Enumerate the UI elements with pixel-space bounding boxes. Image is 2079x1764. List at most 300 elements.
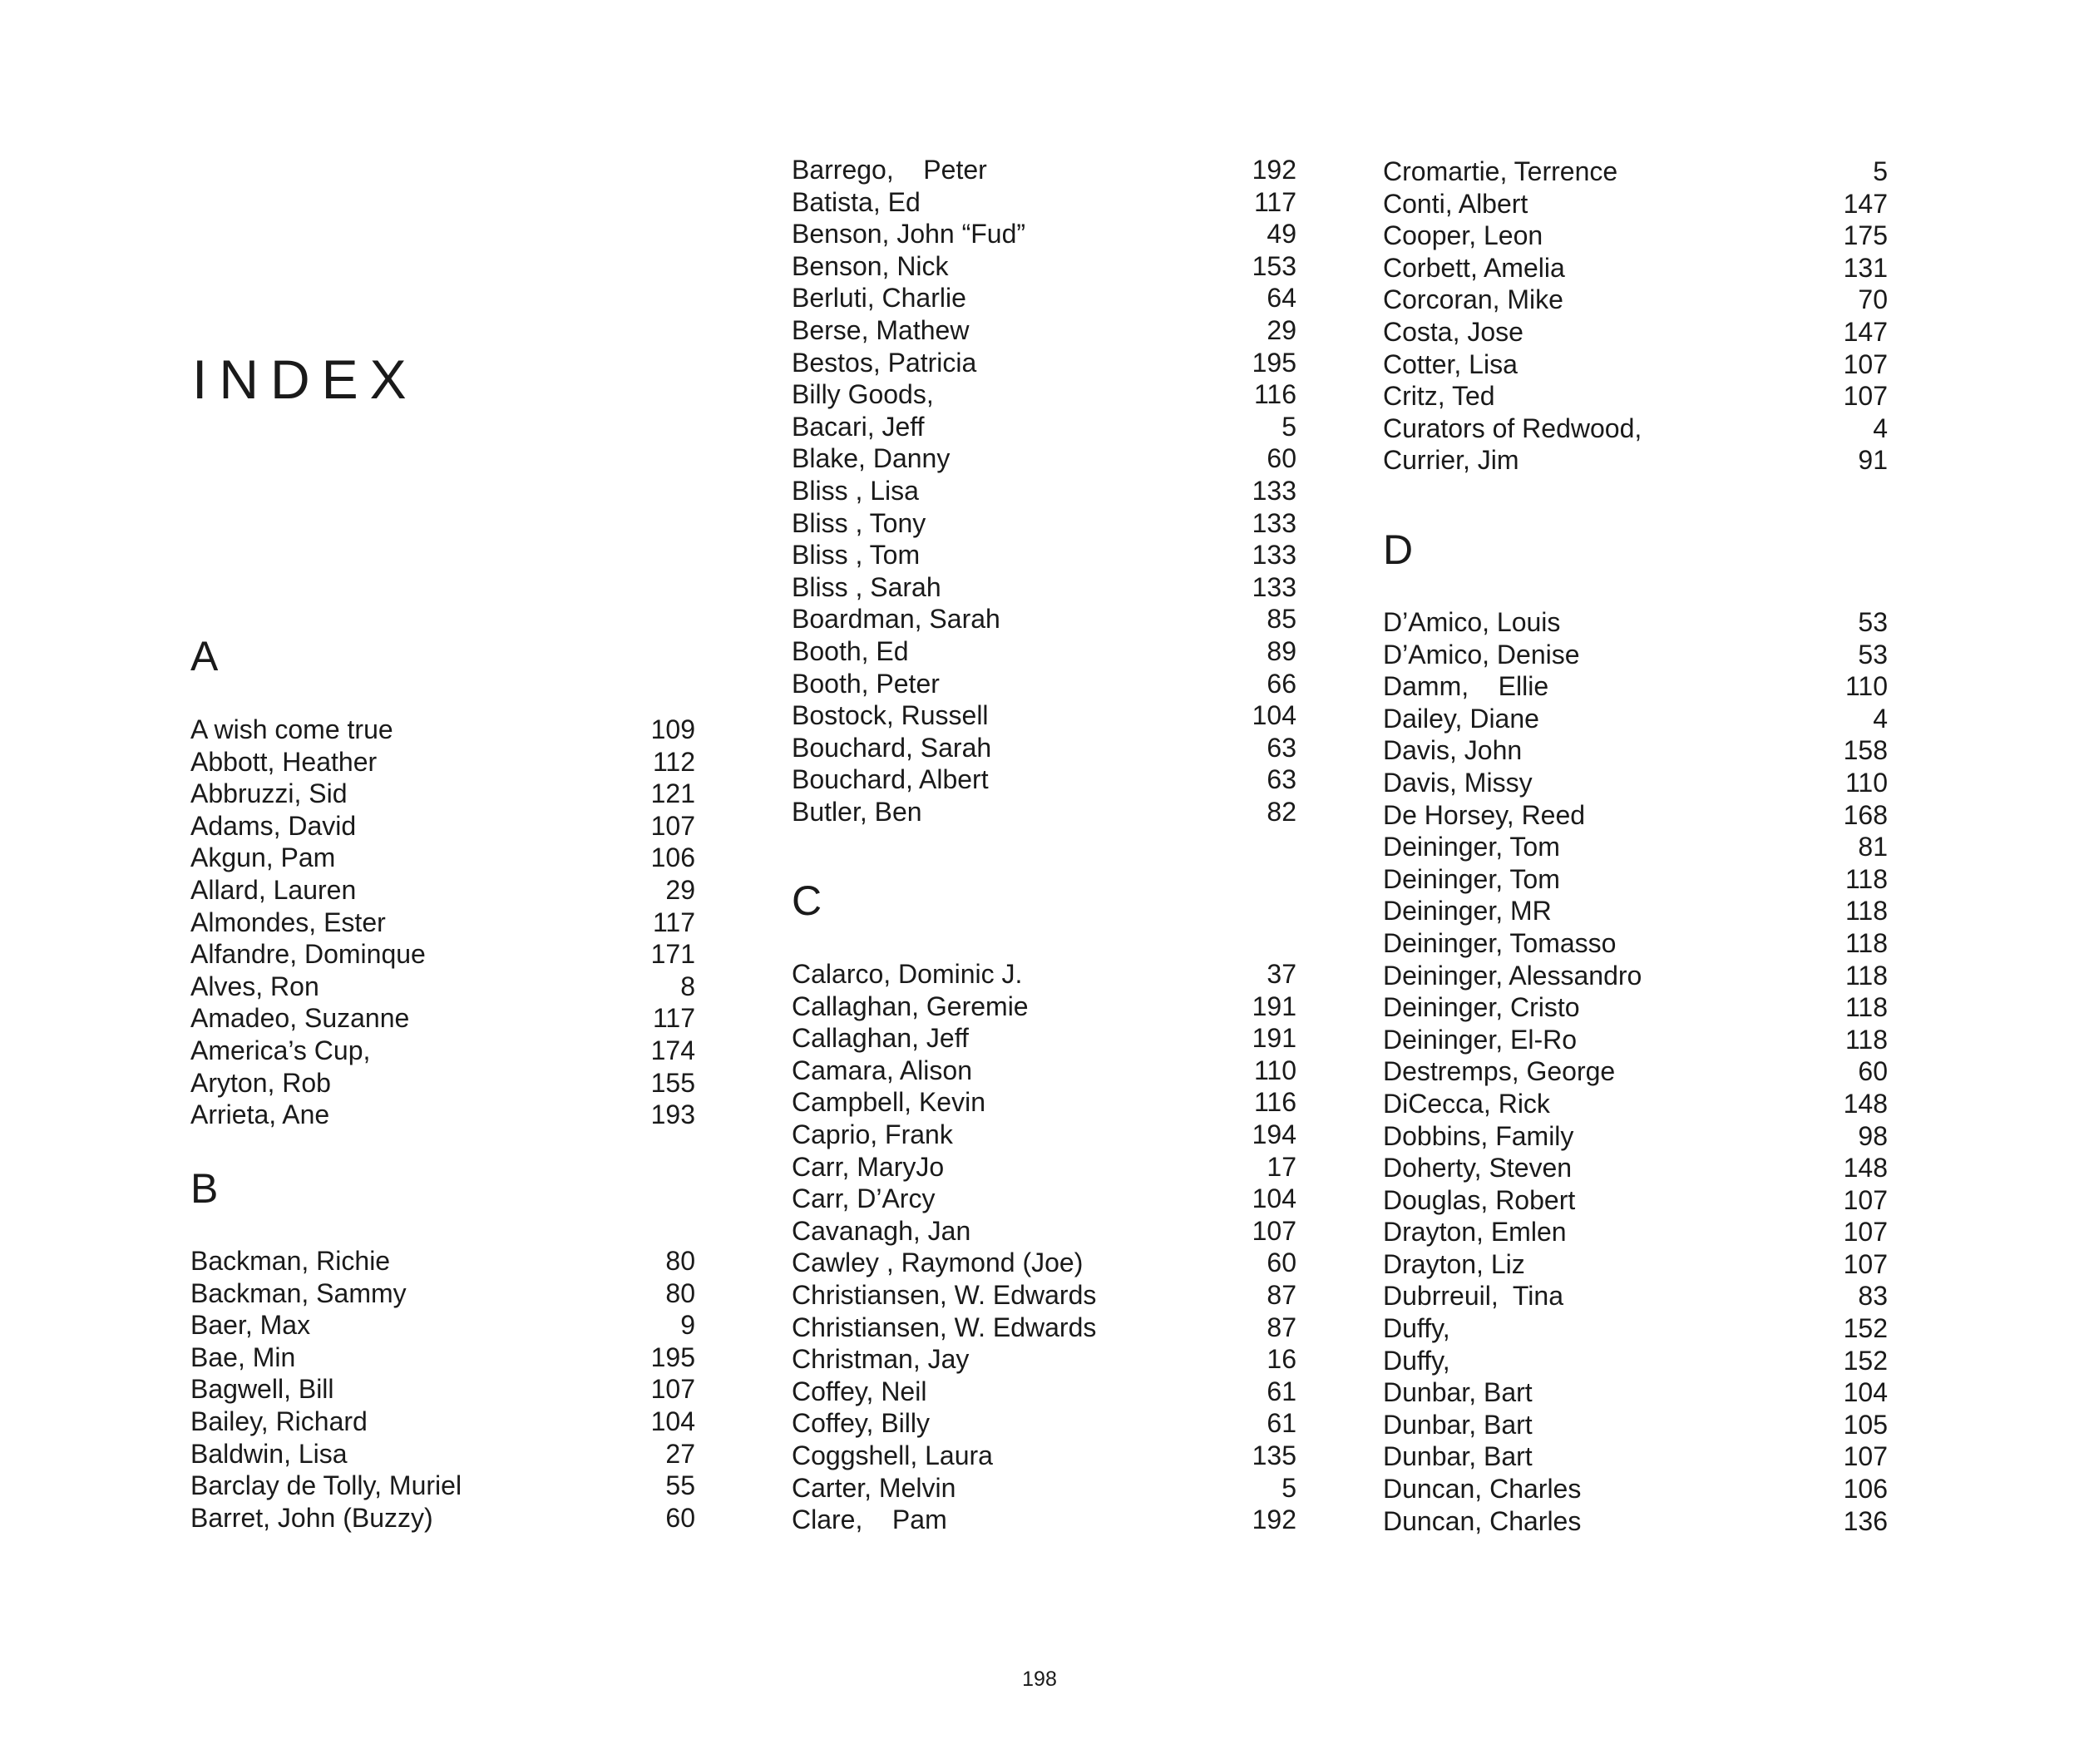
entry-page-number: 63 (1267, 764, 1296, 795)
entry-name: Berse, Mathew (792, 314, 970, 345)
index-entry (190, 1002, 695, 1035)
entry-name: Coffey, Neil (792, 1376, 927, 1406)
index-entry (190, 714, 695, 746)
index-entry (1383, 1440, 1888, 1473)
entry-name: Callaghan, Jeff (792, 1023, 969, 1054)
entry-name: Deininger, Tom (1383, 832, 1560, 862)
entry-page-number: 8 (680, 971, 695, 1001)
entry-page-number: 194 (1252, 1119, 1296, 1149)
index-entry (1383, 1184, 1888, 1217)
index-entry (792, 1183, 1296, 1215)
entry-page-number: 112 (652, 746, 695, 777)
entry-name: Barrego, Peter (792, 155, 987, 185)
entry-name: Dobbins, Family (1383, 1120, 1574, 1151)
index-entry (792, 378, 1296, 411)
entry-page-number: 16 (1267, 1344, 1296, 1375)
index-entry (190, 1099, 695, 1131)
entry-name: Drayton, Liz (1383, 1248, 1525, 1279)
entry-page-number: 109 (650, 714, 695, 744)
entry-name: Duffy, (1383, 1345, 1450, 1376)
entry-name: Deininger, El-Ro (1383, 1024, 1577, 1055)
index-entry (190, 842, 695, 874)
index-entry (190, 1035, 695, 1067)
entry-page-number: 106 (650, 842, 695, 873)
entry-page-number: 49 (1267, 219, 1296, 250)
entry-page-number: 61 (1267, 1376, 1296, 1406)
entry-name: Barret, John (Buzzy) (190, 1502, 433, 1533)
entry-name: Destremps, George (1383, 1056, 1616, 1087)
entry-page-number: 106 (1843, 1474, 1888, 1505)
entry-page-number: 104 (650, 1406, 695, 1436)
entry-page-number: 116 (1253, 379, 1296, 410)
index-entry (190, 874, 695, 907)
entry-name: Bestos, Patricia (792, 347, 977, 378)
index-entry (190, 1245, 695, 1277)
entry-page-number: 107 (1252, 1215, 1296, 1246)
index-entry (1383, 1505, 1888, 1538)
entry-name: D’Amico, Denise (1383, 639, 1580, 670)
index-entry (792, 732, 1296, 764)
entry-page-number: 5 (1281, 1472, 1296, 1503)
index-entry (190, 746, 695, 778)
entry-page-number: 9 (680, 1310, 695, 1341)
entry-page-number: 107 (1843, 1441, 1888, 1472)
index-entry (792, 1440, 1296, 1472)
index-entry (1383, 252, 1888, 284)
entry-page-number: 158 (1843, 735, 1888, 766)
index-entry (792, 1247, 1296, 1279)
entry-name: Coggshell, Laura (792, 1440, 993, 1470)
index-entry (1383, 156, 1888, 188)
entry-name: Backman, Richie (190, 1246, 391, 1276)
entry-page-number: 152 (1843, 1345, 1888, 1376)
index-entry (792, 571, 1296, 604)
entry-name: Alves, Ron (190, 971, 319, 1001)
entry-name: A wish come true (190, 714, 393, 744)
entry-name: Camara, Alison (792, 1055, 972, 1085)
entry-name: Doherty, Steven (1383, 1153, 1573, 1183)
index-entry (1383, 1088, 1888, 1120)
entry-name: Cooper, Leon (1383, 220, 1543, 251)
section-letter-b: B (190, 1165, 219, 1212)
entry-page-number: 66 (1267, 668, 1296, 699)
entry-name: Dunbar, Bart (1383, 1441, 1533, 1472)
entry-page-number: 60 (1267, 443, 1296, 474)
entry-list-c (792, 958, 1296, 1536)
entry-page-number: 192 (1252, 1505, 1296, 1535)
entry-name: DiCecca, Rick (1383, 1088, 1550, 1119)
entry-list-a (190, 714, 695, 1131)
entry-page-number: 195 (1252, 347, 1296, 378)
entry-name: Carr, MaryJo (792, 1151, 945, 1182)
entry-name: Damm, Ellie (1383, 671, 1549, 702)
entry-page-number: 174 (650, 1035, 695, 1065)
index-entry (1383, 703, 1888, 735)
entry-name: America’s Cup, (190, 1035, 371, 1065)
index-entry (1383, 1248, 1888, 1281)
entry-page-number: 118 (1844, 927, 1888, 958)
index-entry (190, 1067, 695, 1099)
entry-name: Benson, John “Fud” (792, 219, 1026, 250)
entry-page-number: 136 (1843, 1505, 1888, 1536)
index-title: INDEX (192, 348, 418, 410)
entry-page-number: 107 (1843, 1217, 1888, 1248)
entry-page-number: 148 (1843, 1088, 1888, 1119)
index-entry (1383, 1055, 1888, 1088)
index-entry (1383, 1152, 1888, 1184)
entry-name: Deininger, MR (1383, 896, 1552, 926)
entry-name: De Horsey, Reed (1383, 799, 1586, 830)
index-entry (792, 1119, 1296, 1151)
entry-name: Arrieta, Ane (190, 1099, 330, 1130)
index-entry (1383, 639, 1888, 671)
entry-name: Davis, Missy (1383, 767, 1533, 798)
index-entry (792, 699, 1296, 732)
entry-page-number: 5 (1281, 411, 1296, 442)
section-letter-d: D (1383, 526, 1414, 573)
entry-page-number: 27 (665, 1438, 695, 1469)
entry-name: Clare, Pam (792, 1505, 947, 1535)
index-entry (792, 796, 1296, 828)
entry-name: Carter, Melvin (792, 1472, 956, 1503)
index-entry (1383, 1312, 1888, 1345)
entry-page-number: 118 (1844, 863, 1888, 894)
entry-page-number: 121 (650, 778, 695, 809)
entry-name: Duncan, Charles (1383, 1474, 1582, 1505)
entry-name: Costa, Jose (1383, 316, 1523, 347)
index-entry (792, 1312, 1296, 1344)
entry-name: Deininger, Tom (1383, 863, 1560, 894)
entry-name: Deininger, Alessandro (1383, 960, 1642, 991)
entry-page-number: 192 (1252, 155, 1296, 185)
entry-page-number: 87 (1267, 1279, 1296, 1310)
entry-page-number: 60 (1267, 1248, 1296, 1278)
index-entry (1383, 1120, 1888, 1153)
index-entry (1383, 606, 1888, 639)
entry-name: Christiansen, W. Edwards (792, 1312, 1097, 1342)
entry-name: Dailey, Diane (1383, 703, 1539, 734)
entry-name: Duffy, (1383, 1313, 1450, 1344)
index-entry (792, 1022, 1296, 1055)
entry-name: Dunbar, Bart (1383, 1377, 1533, 1408)
entry-name: Currier, Jim (1383, 445, 1519, 476)
index-entry (792, 635, 1296, 668)
index-entry (1383, 863, 1888, 896)
index-entry (792, 958, 1296, 991)
entry-name: Corbett, Amelia (1383, 252, 1565, 283)
index-entry (190, 1277, 695, 1310)
entry-page-number: 118 (1844, 1024, 1888, 1055)
entry-page-number: 17 (1267, 1151, 1296, 1182)
index-entry (1383, 1216, 1888, 1248)
entry-page-number: 107 (1843, 1184, 1888, 1215)
index-entry (1383, 734, 1888, 767)
entry-name: Adams, David (190, 810, 357, 841)
index-entry (190, 1406, 695, 1438)
entry-name: Caprio, Frank (792, 1119, 953, 1149)
entry-page-number: 83 (1858, 1281, 1888, 1312)
entry-name: Aryton, Rob (190, 1067, 331, 1098)
entry-name: Berluti, Charlie (792, 283, 966, 314)
entry-name: Blake, Danny (792, 443, 951, 474)
entry-page-number: 61 (1267, 1408, 1296, 1439)
entry-page-number: 107 (650, 810, 695, 841)
index-entry (792, 411, 1296, 443)
entry-list-b-continued (792, 154, 1296, 828)
entry-page-number: 107 (1843, 348, 1888, 379)
entry-name: Boardman, Sarah (792, 604, 1000, 635)
entry-page-number: 5 (1873, 156, 1888, 186)
entry-page-number: 116 (1253, 1087, 1296, 1118)
entry-name: Almondes, Ester (190, 907, 386, 937)
entry-page-number: 152 (1843, 1313, 1888, 1344)
index-entry (792, 1343, 1296, 1376)
index-entry (190, 778, 695, 810)
index-entry (1383, 927, 1888, 960)
entry-name: Bacari, Jeff (792, 411, 925, 442)
entry-name: Bliss , Sarah (792, 571, 941, 602)
entry-list-b (190, 1245, 695, 1534)
entry-page-number: 148 (1843, 1153, 1888, 1183)
entry-name: Campbell, Kevin (792, 1087, 985, 1118)
index-entry (792, 1086, 1296, 1119)
entry-name: Corcoran, Mike (1383, 284, 1563, 315)
entry-page-number: 107 (1843, 381, 1888, 412)
index-entry (792, 1504, 1296, 1536)
entry-name: Cawley , Raymond (Joe) (792, 1248, 1084, 1278)
index-entry (1383, 444, 1888, 477)
entry-page-number: 91 (1858, 445, 1888, 476)
index-entry (190, 1502, 695, 1534)
entry-page-number: 55 (665, 1470, 695, 1501)
index-entry (1383, 960, 1888, 992)
index-entry (1383, 348, 1888, 381)
entry-page-number: 80 (665, 1277, 695, 1308)
entry-page-number: 104 (1252, 700, 1296, 731)
index-entry (792, 1151, 1296, 1183)
entry-page-number: 85 (1267, 604, 1296, 635)
entry-name: Bliss , Tony (792, 507, 926, 538)
entry-name: Batista, Ed (792, 186, 921, 217)
index-entry (1383, 188, 1888, 220)
index-entry (190, 810, 695, 842)
entry-name: Duncan, Charles (1383, 1505, 1582, 1536)
entry-page-number: 133 (1252, 475, 1296, 506)
entry-name: Dunbar, Bart (1383, 1409, 1533, 1440)
index-entry (1383, 1473, 1888, 1505)
entry-name: Bouchard, Albert (792, 764, 989, 795)
entry-page-number: 104 (1843, 1377, 1888, 1408)
entry-name: Backman, Sammy (190, 1277, 407, 1308)
index-entry (792, 347, 1296, 379)
index-entry (792, 1215, 1296, 1248)
entry-name: Conti, Albert (1383, 188, 1528, 219)
entry-page-number: 153 (1252, 250, 1296, 281)
entry-page-number: 4 (1873, 413, 1888, 443)
entry-page-number: 70 (1858, 284, 1888, 315)
entry-page-number: 80 (665, 1246, 695, 1276)
index-entry (792, 250, 1296, 283)
entry-name: Douglas, Robert (1383, 1184, 1576, 1215)
index-entry (792, 991, 1296, 1023)
index-entry (792, 218, 1296, 250)
entry-list-c-continued (1383, 156, 1888, 477)
entry-name: Bliss , Tom (792, 540, 921, 571)
entry-page-number: 53 (1858, 607, 1888, 637)
entry-page-number: 98 (1858, 1120, 1888, 1151)
entry-name: Booth, Ed (792, 635, 909, 666)
entry-list-d (1383, 606, 1888, 1537)
entry-page-number: 175 (1843, 220, 1888, 251)
index-entry (190, 1309, 695, 1342)
entry-page-number: 64 (1267, 283, 1296, 314)
entry-page-number: 53 (1858, 639, 1888, 670)
index-entry (1383, 895, 1888, 927)
entry-name: Butler, Ben (792, 796, 922, 827)
entry-name: Callaghan, Geremie (792, 991, 1029, 1021)
entry-name: Akgun, Pam (190, 842, 336, 873)
entry-page-number: 89 (1267, 635, 1296, 666)
index-entry (190, 938, 695, 971)
entry-name: Dubrreuil, Tina (1383, 1281, 1563, 1312)
index-entry (1383, 767, 1888, 799)
index-entry (1383, 1409, 1888, 1441)
index-entry (1383, 831, 1888, 863)
entry-page-number: 191 (1252, 991, 1296, 1021)
entry-page-number: 4 (1873, 703, 1888, 734)
entry-page-number: 107 (650, 1374, 695, 1405)
entry-name: D’Amico, Louis (1383, 607, 1561, 637)
entry-name: Curators of Redwood, (1383, 413, 1642, 443)
index-entry (792, 1376, 1296, 1408)
index-entry (792, 539, 1296, 571)
entry-page-number: 131 (1843, 252, 1888, 283)
entry-page-number: 147 (1843, 316, 1888, 347)
entry-page-number: 168 (1843, 799, 1888, 830)
entry-name: Coffey, Billy (792, 1408, 930, 1439)
index-entry (792, 282, 1296, 314)
index-entry (792, 603, 1296, 635)
entry-page-number: 110 (1844, 671, 1888, 702)
section-letter-a: A (190, 633, 219, 679)
entry-page-number: 81 (1858, 832, 1888, 862)
index-entry (792, 1472, 1296, 1505)
entry-name: Deininger, Cristo (1383, 992, 1580, 1023)
entry-name: Alfandre, Dominque (190, 939, 426, 970)
index-entry (792, 314, 1296, 347)
index-entry (190, 1470, 695, 1502)
entry-name: Allard, Lauren (190, 874, 357, 905)
entry-name: Christiansen, W. Edwards (792, 1279, 1097, 1310)
section-letter-c: C (792, 877, 822, 924)
entry-page-number: 82 (1267, 796, 1296, 827)
index-entry (792, 507, 1296, 540)
entry-name: Bouchard, Sarah (792, 732, 992, 763)
entry-name: Bailey, Richard (190, 1406, 368, 1436)
entry-page-number: 63 (1267, 732, 1296, 763)
entry-name: Bae, Min (190, 1342, 296, 1372)
entry-name: Abbruzzi, Sid (190, 778, 348, 809)
entry-name: Barclay de Tolly, Muriel (190, 1470, 462, 1501)
index-entry (792, 1407, 1296, 1440)
entry-name: Critz, Ted (1383, 381, 1495, 412)
entry-name: Amadeo, Suzanne (190, 1003, 410, 1034)
index-entry (1383, 1280, 1888, 1312)
entry-page-number: 171 (650, 939, 695, 970)
entry-name: Bagwell, Bill (190, 1374, 334, 1405)
entry-page-number: 60 (1858, 1056, 1888, 1087)
entry-page-number: 110 (1844, 767, 1888, 798)
entry-page-number: 133 (1252, 571, 1296, 602)
index-entry (1383, 1376, 1888, 1409)
index-entry (190, 1373, 695, 1406)
index-entry (1383, 380, 1888, 413)
index-entry (1383, 220, 1888, 252)
entry-page-number: 117 (1253, 186, 1296, 217)
entry-page-number: 107 (1843, 1248, 1888, 1279)
index-entry (792, 668, 1296, 700)
entry-name: Baldwin, Lisa (190, 1438, 348, 1469)
entry-name: Christman, Jay (792, 1344, 970, 1375)
entry-page-number: 29 (665, 874, 695, 905)
index-entry (792, 763, 1296, 796)
entry-name: Baer, Max (190, 1310, 311, 1341)
entry-page-number: 133 (1252, 540, 1296, 571)
index-entry (1383, 670, 1888, 703)
entry-page-number: 147 (1843, 188, 1888, 219)
index-entry (1383, 799, 1888, 832)
index-entry (190, 1438, 695, 1470)
index-entry (1383, 1024, 1888, 1056)
entry-name: Cromartie, Terrence (1383, 156, 1618, 186)
index-entry (190, 907, 695, 939)
entry-page-number: 133 (1252, 507, 1296, 538)
entry-page-number: 87 (1267, 1312, 1296, 1342)
entry-name: Booth, Peter (792, 668, 940, 699)
entry-page-number: 117 (652, 1003, 695, 1034)
entry-page-number: 104 (1252, 1183, 1296, 1214)
page-number: 198 (1022, 1668, 1057, 1691)
entry-page-number: 60 (665, 1502, 695, 1533)
entry-page-number: 118 (1844, 992, 1888, 1023)
entry-page-number: 110 (1253, 1055, 1296, 1085)
index-entry (1383, 991, 1888, 1024)
index-entry (792, 1279, 1296, 1312)
index-entry (792, 1055, 1296, 1087)
index-entry (190, 1342, 695, 1374)
entry-page-number: 37 (1267, 959, 1296, 989)
entry-name: Billy Goods, (792, 379, 934, 410)
entry-page-number: 195 (650, 1342, 695, 1372)
index-entry (792, 186, 1296, 219)
entry-page-number: 191 (1252, 1023, 1296, 1054)
entry-name: Benson, Nick (792, 250, 949, 281)
entry-name: Davis, John (1383, 735, 1523, 766)
entry-page-number: 105 (1843, 1409, 1888, 1440)
entry-name: Bliss , Lisa (792, 475, 919, 506)
entry-name: Bostock, Russell (792, 700, 989, 731)
entry-name: Cotter, Lisa (1383, 348, 1518, 379)
index-entry (1383, 316, 1888, 348)
entry-page-number: 155 (650, 1067, 695, 1098)
index-entry (792, 154, 1296, 186)
index-entry (1383, 284, 1888, 316)
entry-page-number: 29 (1267, 314, 1296, 345)
index-entry (1383, 413, 1888, 445)
entry-page-number: 193 (650, 1099, 695, 1130)
entry-name: Abbott, Heather (190, 746, 378, 777)
entry-page-number: 118 (1844, 960, 1888, 991)
